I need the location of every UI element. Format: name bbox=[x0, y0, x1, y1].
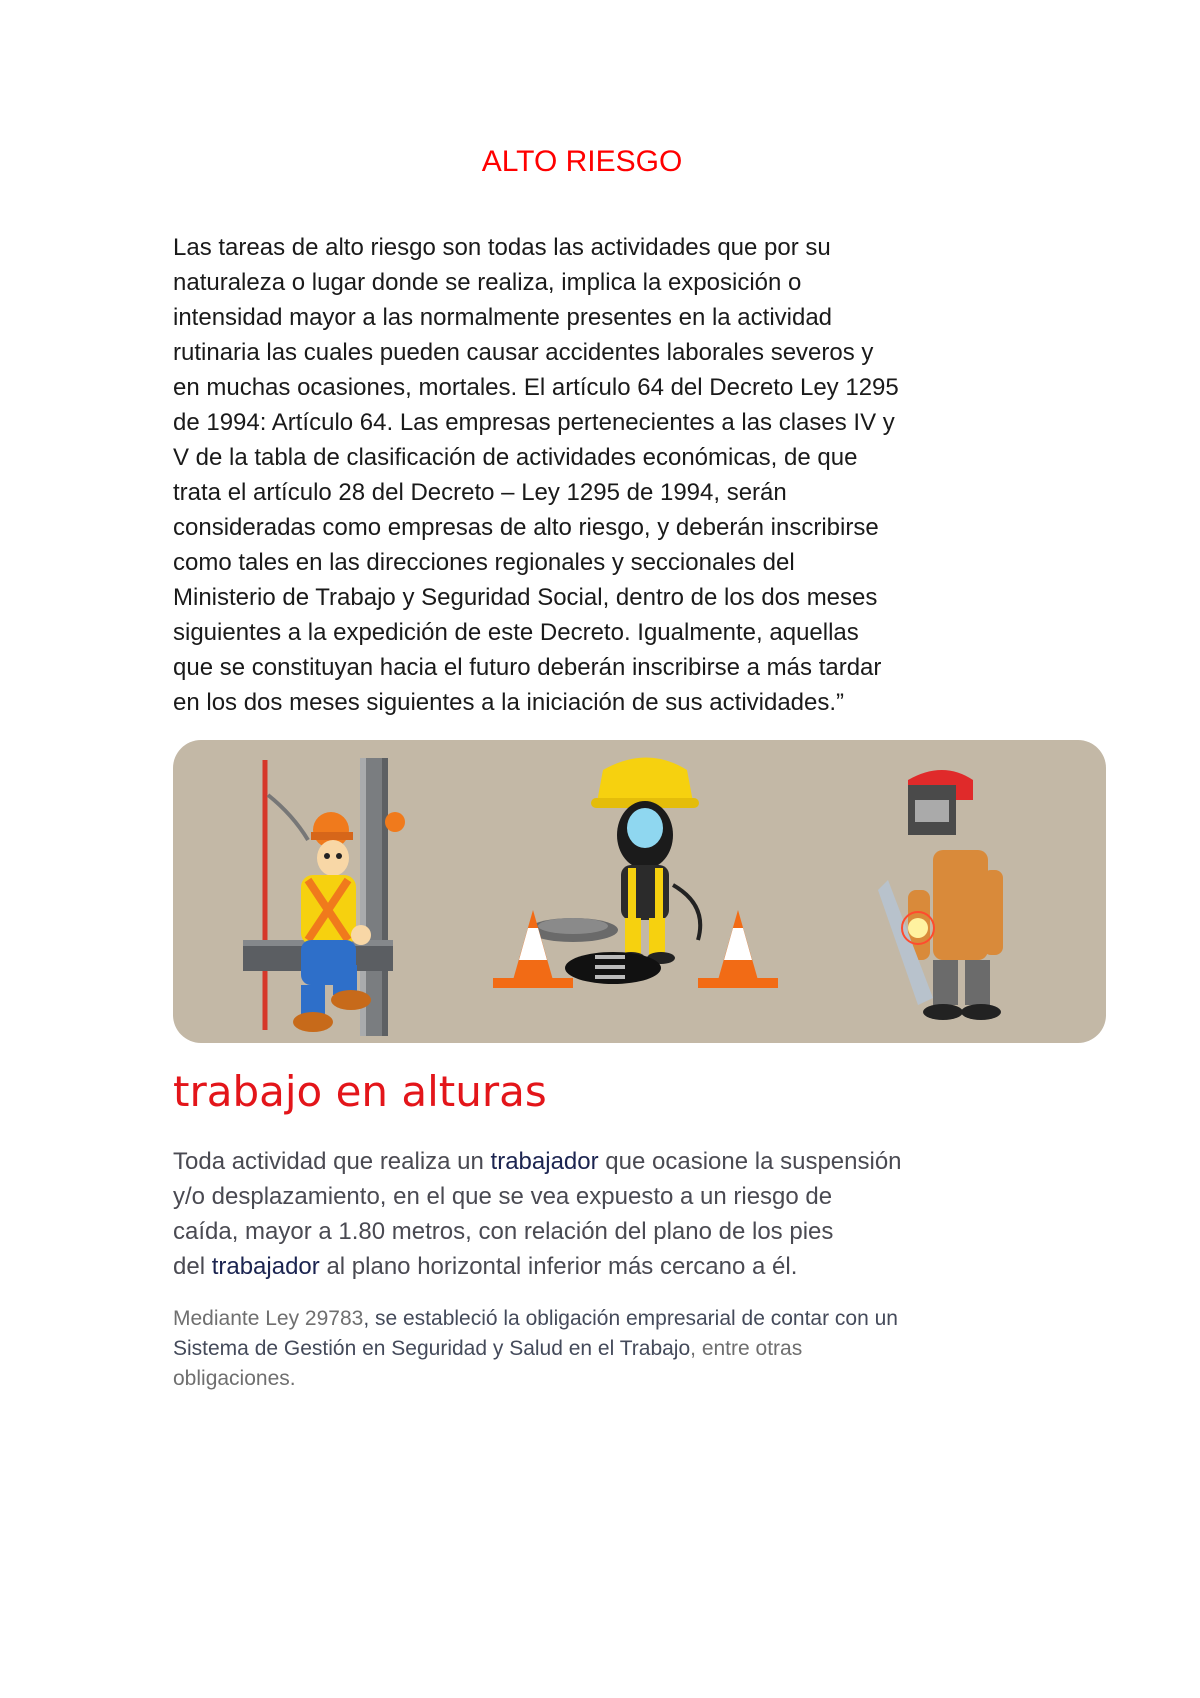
definition-text: al plano horizontal inferior más cercano a él. bbox=[319, 1253, 798, 1280]
worker-at-height-icon bbox=[243, 758, 405, 1036]
law-text: Sistema de Gestión en Seguridad y Salud en el Trabajo bbox=[173, 1337, 691, 1360]
intro-line: consideradas como empresas de alto riesgo, y deberán inscribirse bbox=[173, 514, 879, 541]
intro-line: intensidad mayor a las normalmente presentes en la actividad bbox=[173, 304, 833, 331]
intro-line: trata el artículo 28 del Decreto – Ley 1295 de 1994, serán bbox=[173, 479, 787, 506]
definition-line: y/o desplazamiento, en el que se vea expuesto a un riesgo de bbox=[173, 1183, 833, 1210]
intro-line: rutinaria las cuales pueden causar accidentes laborales severos y bbox=[173, 339, 874, 366]
definition-line: caída, mayor a 1.80 metros, con relación del plano de los pies bbox=[173, 1218, 834, 1245]
section-heading: trabajo en alturas bbox=[173, 1067, 547, 1116]
definition-text: del bbox=[173, 1253, 212, 1280]
law-paragraph bbox=[173, 1304, 1073, 1394]
law-text: , se estableció la obligación empresarial de contar con un bbox=[363, 1307, 898, 1330]
intro-line: en los dos meses siguientes a la iniciación de sus actividades.” bbox=[173, 689, 845, 716]
definition-text: que ocasione la suspensión bbox=[598, 1148, 902, 1175]
high-risk-illustration bbox=[173, 740, 1106, 1043]
keyword-link[interactable]: trabajador bbox=[490, 1148, 599, 1175]
page-title: ALTO RIESGO bbox=[481, 145, 683, 178]
intro-line: Ministerio de Trabajo y Seguridad Social, dentro de los dos meses bbox=[173, 584, 878, 611]
intro-line: V de la tabla de clasificación de actividades económicas, de que bbox=[173, 444, 858, 471]
definition-paragraph bbox=[173, 1144, 1073, 1284]
welder-icon bbox=[878, 770, 1003, 1020]
intro-line: en muchas ocasiones, mortales. El artículo 64 del Decreto Ley 1295 bbox=[173, 374, 899, 401]
definition-line bbox=[173, 1249, 1073, 1284]
intro-paragraph bbox=[173, 230, 1053, 720]
intro-line: Las tareas de alto riesgo son todas las actividades que por su bbox=[173, 234, 831, 261]
traffic-cone-icon bbox=[698, 910, 778, 988]
intro-line: siguientes a la expedición de este Decreto. Igualmente, aquellas bbox=[173, 619, 859, 646]
law-line bbox=[173, 1334, 1073, 1364]
intro-line: naturaleza o lugar donde se realiza, implica la exposición o bbox=[173, 269, 802, 296]
intro-line: que se constituyan hacia el futuro deberán inscribirse a más tardar bbox=[173, 654, 882, 681]
keyword-link[interactable]: trabajador bbox=[211, 1253, 320, 1280]
law-line: obligaciones. bbox=[173, 1367, 296, 1390]
intro-line: como tales en las direcciones regionales y seccionales del bbox=[173, 549, 795, 576]
definition-text: Toda actividad que realiza un bbox=[173, 1148, 491, 1175]
definition-line bbox=[173, 1144, 1073, 1179]
intro-line: de 1994: Artículo 64. Las empresas pertenecientes a las clases IV y bbox=[173, 409, 895, 436]
law-line bbox=[173, 1304, 1073, 1334]
law-text: Mediante Ley 29783 bbox=[173, 1307, 364, 1330]
law-text: , entre otras bbox=[690, 1337, 803, 1360]
